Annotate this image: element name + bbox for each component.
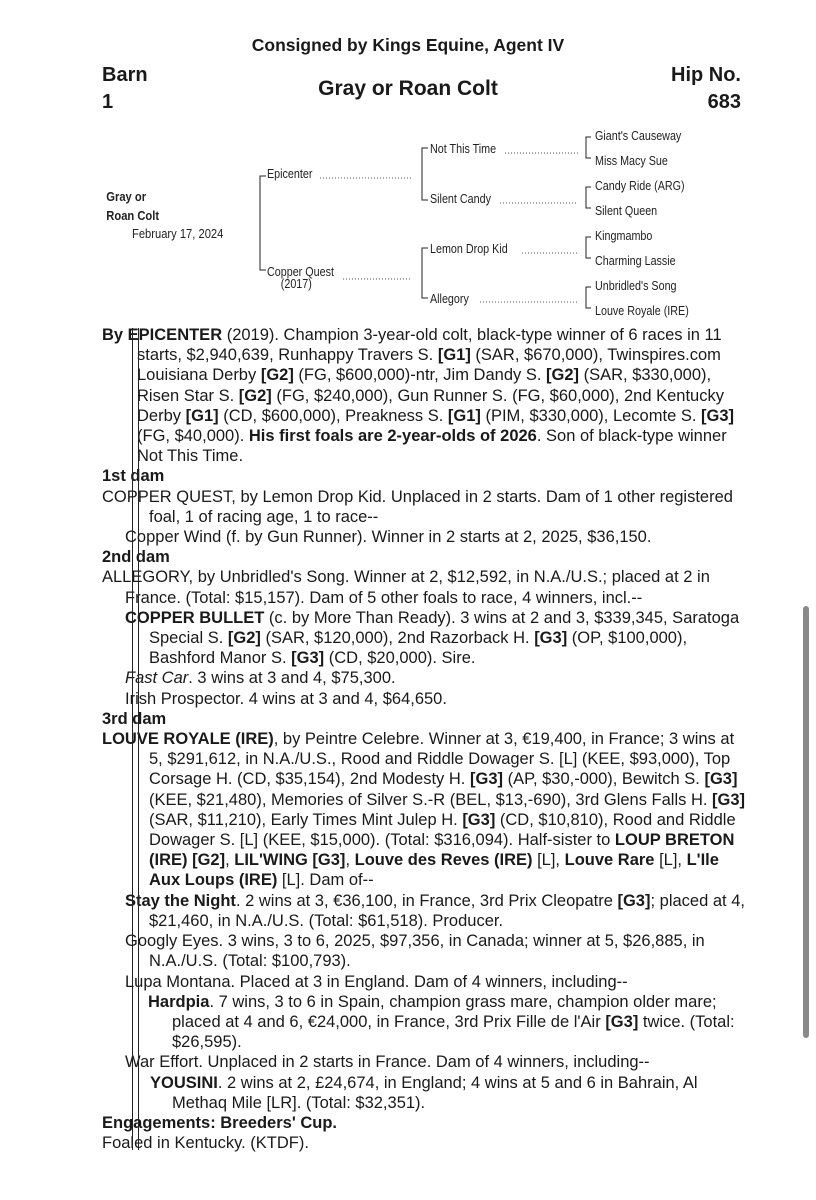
dam-name: Copper Quest [267,265,334,279]
first-dam-main: COPPER QUEST, by Lemon Drop Kid. Unplaced in 2 starts. Dam of 1 other registered foal, 1 of racing age, 1 to race-- [102,487,733,526]
sire-by: By EPICENTER [102,326,223,344]
consignor-line: Consigned by Kings Equine, Agent IV [251,35,565,55]
pedigree-dam-sire: Lemon Drop Kid [430,242,508,256]
second-dam-heading: 2nd dam [102,548,170,567]
pedigree-g6: Charming Lassie [595,254,676,268]
pedigree-g2: Miss Macy Sue [595,154,668,168]
pedigree-g3: Candy Ride (ARG) [595,179,685,193]
page-title: Gray or Roan Colt [318,77,498,100]
fast-car-entry: Fast Car. 3 wins at 3 and 4, $75,300. [125,669,396,688]
pedigree-g5: Kingmambo [595,229,653,243]
pedigree-dam [267,266,334,290]
pedigree-dam-dam: Allegory [430,292,469,306]
pedigree-sire-dam: Silent Candy [430,192,491,206]
stay-the-night-entry: Stay the Night. 2 wins at 3, €36,100, in France, 3rd Prix Cleopatre [G3]; placed at 4, $21,460, in N.A./U.S. (Total: $61,518). Producer. [102,891,752,931]
subject-line1: Gray or [106,189,147,204]
third-dam-heading: 3rd dam [102,709,167,728]
pedigree-g7: Unbridled's Song [595,279,677,293]
irish-prospector-entry: Irish Prospector. 4 wins at 3 and 4, $64,650. [125,689,447,708]
subject-line2: Roan Colt [106,208,160,223]
lupa-montana-entry: Lupa Montana. Placed at 3 in England. Dam of 4 winners, including-- [125,972,628,991]
second-dam-main: ALLEGORY, by Unbridled's Song. Winner at 2, $12,592, in N.A./U.S.; placed at 2 in France. (Total: $15,157). Dam of 5 other foals to race, 4 winners, incl.-- [102,568,710,607]
louve-royale-entry: LOUVE ROYALE (IRE), by Peintre Celebre. Winner at 3, €19,400, in France; 3 wins at 5, $291,612, in N.A./U.S., Rood and Riddle Dowager S. [L] (KEE, $93,000), Top Corsage H. (CD, $35,154), 2nd Modesty H. [G3] (AP, $30,-000), Bewitch S. [G3] (KEE, $21,480), Memories of Silver S.-R (BEL, $13,-690), 3rd Glens Falls H. [G3] (SAR, $11,210), Early Times Mint Julep H. [G3] (CD, $10,810), Rood and Riddle Dowager S. [L] (KEE, $15,000). (Total: $316,094). Half-sister to LOUP BRETON (IRE) [G2], LIL'WING [G3], Louve des Reves (IRE) [L], Louve Rare [L], L'Ile Aux Loups (IRE) [L]. Dam of-- [102,730,746,890]
pedigree-g1: Giant's Causeway [595,129,682,143]
pedigree-sire-sire: Not This Time [430,142,497,156]
yousini-entry: YOUSINI. 2 wins at 2, £24,674, in England; 4 wins at 5 and 6 in Bahrain, Al Methaq Mile [LR]. (Total: $32,351). [150,1073,698,1112]
pedigree-g4: Silent Queen [595,204,658,218]
pedigree-lines [0,0,816,330]
first-dam-heading: 1st dam [102,467,165,486]
foaled-date: February 17, 2024 [132,226,224,241]
pedigree-sire: Epicenter [267,167,313,181]
pedigree-subject [102,187,163,225]
war-effort-entry: War Effort. Unplaced in 2 starts in France. Dam of 4 winners, including-- [125,1053,650,1072]
sire-paragraph: By EPICENTER (2019). Champion 3-year-old colt, black-type winner of 6 races in 11 starts, $2,940,639, Runhappy Travers S. [G1] (SAR, $670,000), Twinspires.com Louisiana Derby [G2] (FG, $600,000)-ntr, Jim Dandy S. [G2] (SAR, $330,000), Risen Star S. [G2] (FG, $240,000), Gun Runner S. (FG, $60,000), 2nd Kentucky Derby [G1] (CD, $600,000), Preakness S. [G1] (PIM, $330,000), Lecomte S. [G3] (FG, $40,000). His first foals are 2-year-olds of 2026. Son of black-type winner Not This Time. [102,326,734,466]
dam-year: (2017) [280,277,312,291]
scrollbar-thumb[interactable] [803,606,809,1038]
engagements: Engagements: Breeders' Cup. [102,1113,337,1132]
barn-label: Barn [102,64,148,86]
hip-label: Hip No. [671,64,741,86]
catalog-body [102,325,752,1153]
pedigree-g8: Louve Royale (IRE) [595,304,689,318]
foaled-location: Foaled in Kentucky. (KTDF). [102,1134,309,1153]
barn-number: 1 [102,91,114,113]
googly-eyes-entry: Googly Eyes. 3 wins, 3 to 6, 2025, $97,356, in Canada; winner at 5, $26,885, in N.A./U.S. (Total: $100,793). [102,931,752,971]
first-dam-foal: Copper Wind (f. by Gun Runner). Winner in 2 starts at 2, 2025, $36,150. [125,528,652,547]
hip-number: 683 [707,91,741,113]
copper-bullet-entry: COPPER BULLET (c. by More Than Ready). 3 wins at 2 and 3, $339,345, Saratoga Special S. [G2] (SAR, $120,000), 2nd Razorback H. [G3] (OP, $100,000), Bashford Manor S. [G3] (CD, $20,000). Sire. [102,608,752,669]
hardpia-entry: Hardpia. 7 wins, 3 to 6 in Spain, champion grass mare, champion older mare; placed at 4 and 6, €24,000, in France, 3rd Prix Fille de l'Air [G3] twice. (Total: $26,595). [102,992,752,1053]
